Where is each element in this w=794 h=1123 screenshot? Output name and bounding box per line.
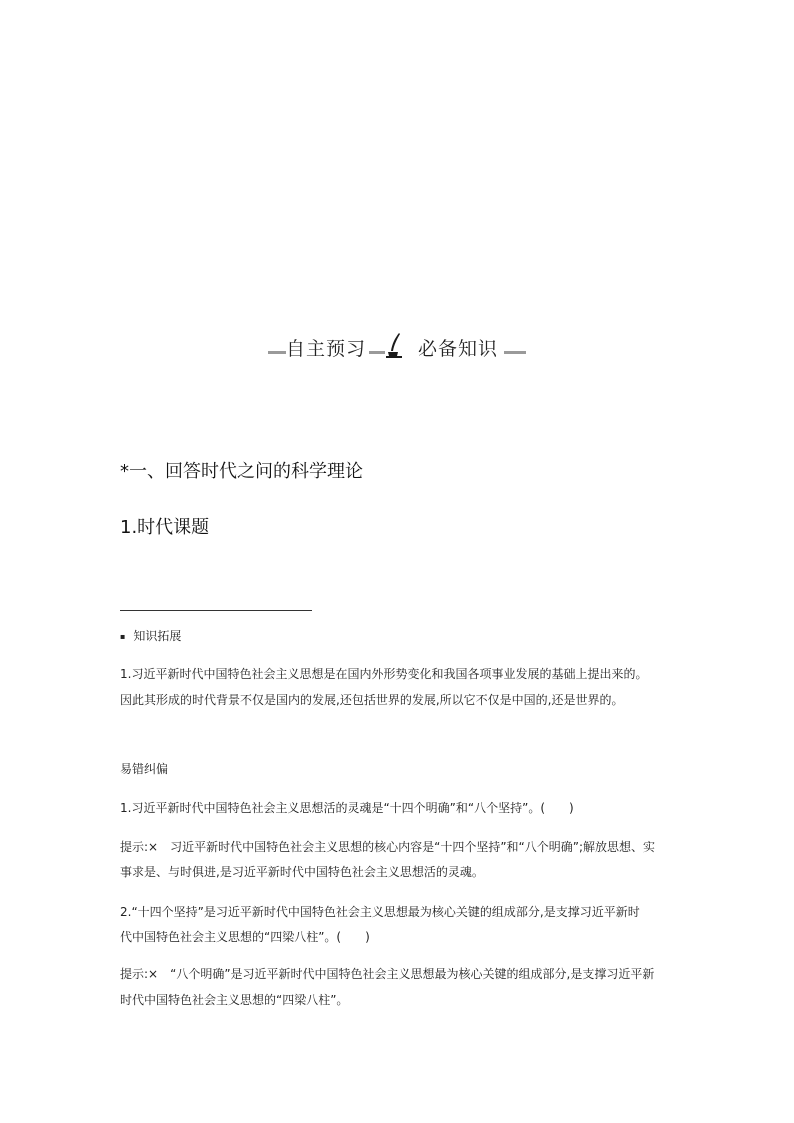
error-hint-2-line: 时代中国特色社会主义思想的“四梁八柱”。	[120, 993, 349, 1007]
error-question-2-line: 代中国特色社会主义思想的“四梁八柱”。( )	[120, 930, 370, 944]
bullet-marker: ▪	[120, 632, 126, 641]
divider-rule	[120, 610, 312, 611]
knowledge-label-text: 知识拓展	[133, 629, 182, 643]
section-banner	[268, 332, 526, 362]
knowledge-label	[120, 627, 181, 644]
error-hint-2-line: 提示:× “八个明确”是习近平新时代中国特色社会主义思想最为核心关键的组成部分,是支撑习近平新	[120, 967, 655, 981]
error-hint-1-line: 提示:× 习近平新时代中国特色社会主义思想的核心内容是“十四个坚持”和“八个明确”;解放思想、实	[120, 840, 656, 854]
banner-title-left: 自主预习	[286, 338, 367, 360]
quill-pen-icon	[385, 332, 405, 358]
error-question-2-line: 2.“十四个坚持”是习近平新时代中国特色社会主义思想最为核心关键的组成部分,是支撑习近平新时	[120, 905, 640, 919]
errors-label: 易错纠偏	[120, 762, 169, 776]
banner-mid-rule	[369, 351, 385, 354]
section-subheading: 1.时代课题	[120, 517, 210, 538]
banner-right-rule	[504, 351, 526, 354]
knowledge-line: 因此其形成的时代背景不仅是国内的发展,还包括世界的发展,所以它不仅是中国的,还是世界的。	[120, 693, 624, 707]
error-hint-1-line: 事求是、与时俱进,是习近平新时代中国特色社会主义思想活的灵魂。	[120, 865, 484, 879]
section-heading: *一、回答时代之问的科学理论	[120, 461, 363, 482]
error-question-1: 1.习近平新时代中国特色社会主义思想活的灵魂是“十四个明确”和“八个坚持”。( )	[120, 801, 574, 815]
banner-left-rule	[268, 351, 286, 354]
knowledge-line: 1.习近平新时代中国特色社会主义思想是在国内外形势变化和我国各项事业发展的基础上提出来的。	[120, 667, 648, 681]
banner-title-right: 必备知识	[418, 338, 499, 360]
